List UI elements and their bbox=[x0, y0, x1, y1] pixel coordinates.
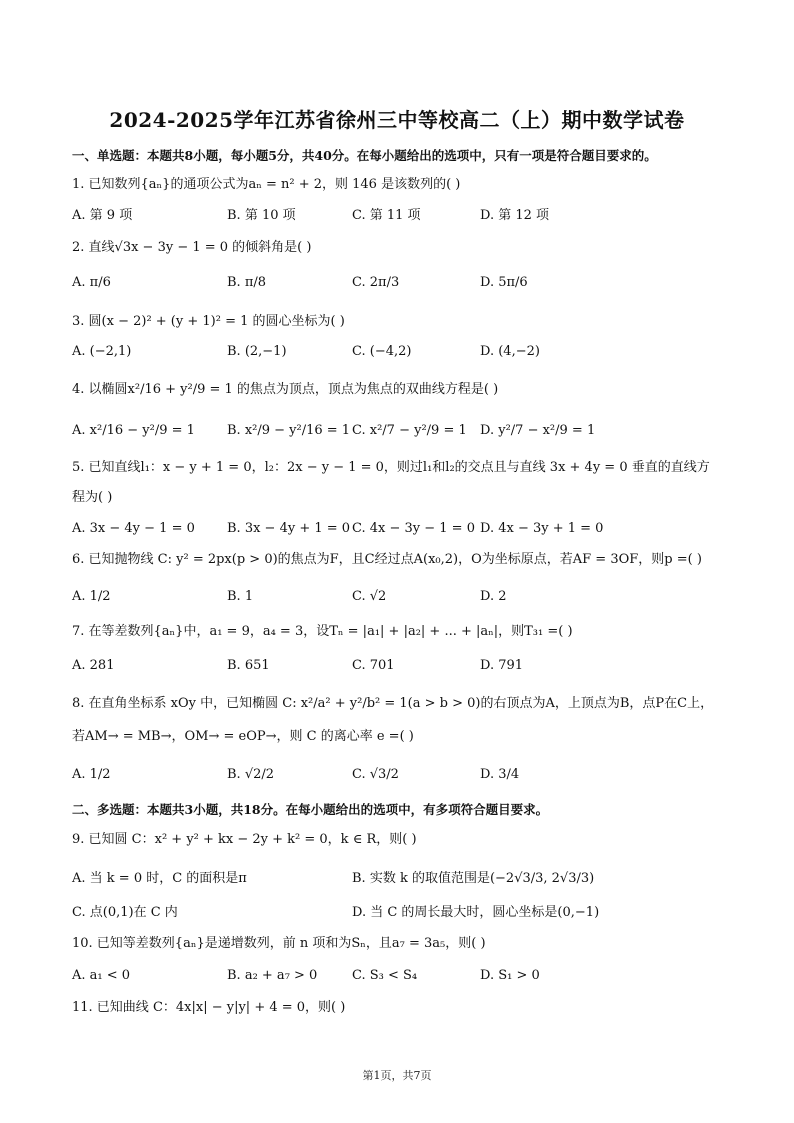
section-single-choice-heading: 一、单选题：本题共8小题，每小题5分，共40分。在每小题给出的选项中，只有一项是符合题目要求的。 bbox=[72, 148, 657, 163]
q6-option-c: C. √2 bbox=[352, 589, 387, 604]
q7-option-b: B. 651 bbox=[227, 658, 270, 673]
question-4-options bbox=[72, 420, 732, 444]
q4-option-b: B. x²/9 − y²/16 = 1 bbox=[227, 423, 351, 438]
q9-option-d: D. 当 C 的周长最大时，圆心坐标是(0,−1) bbox=[352, 905, 600, 920]
q6-option-a: A. 1/2 bbox=[72, 589, 111, 604]
question-9-options-row1 bbox=[72, 868, 732, 892]
q4-option-a: A. x²/16 − y²/9 = 1 bbox=[72, 423, 195, 438]
q3-option-b: B. (2,−1) bbox=[227, 344, 287, 359]
q1-option-d: D. 第 12 项 bbox=[480, 208, 550, 223]
question-3-stem: 3. 圆(x − 2)² + (y + 1)² = 1 的圆心坐标为( ) bbox=[72, 314, 345, 329]
q2-option-b: B. π/8 bbox=[227, 275, 267, 290]
question-5-stem: 5. 已知直线l₁：x − y + 1 = 0，l₂：2x − y − 1 = 0，则过l₁和l₂的交点且与直线 3x + 4y = 0 垂直的直线方 bbox=[72, 460, 710, 475]
question-5-stem-cont: 程为( ) bbox=[72, 490, 113, 505]
q8-option-a: A. 1/2 bbox=[72, 767, 111, 782]
q1-option-b: B. 第 10 项 bbox=[227, 208, 296, 223]
question-6-stem: 6. 已知抛物线 C: y² = 2px(p > 0)的焦点为F，且C经过点A(x₀,2)，O为坐标原点，若AF = 3OF，则p =( ) bbox=[72, 552, 702, 567]
question-1-options bbox=[72, 205, 732, 229]
q5-option-b: B. 3x − 4y + 1 = 0 bbox=[227, 521, 351, 536]
question-3-options bbox=[72, 341, 732, 365]
question-9-options-row2 bbox=[72, 902, 732, 926]
question-6-options bbox=[72, 586, 732, 610]
question-8-stem: 8. 在直角坐标系 xOy 中，已知椭圆 C: x²/a² + y²/b² = 1(a > b > 0)的右顶点为A，上顶点为B，点P在C上， bbox=[72, 696, 714, 711]
q4-option-d: D. y²/7 − x²/9 = 1 bbox=[480, 423, 596, 438]
question-4-stem: 4. 以椭圆x²/16 + y²/9 = 1 的焦点为顶点，顶点为焦点的双曲线方程是( ) bbox=[72, 382, 499, 397]
question-1-stem bbox=[72, 175, 460, 195]
q9-option-a: A. 当 k = 0 时，C 的面积是π bbox=[72, 871, 247, 886]
q2-option-a: A. π/6 bbox=[72, 275, 111, 290]
q3-option-a: A. (−2,1) bbox=[72, 344, 132, 359]
q8-option-c: C. √3/2 bbox=[352, 767, 399, 782]
q7-option-a: A. 281 bbox=[72, 658, 115, 673]
question-2-stem: 2. 直线√3x − 3y − 1 = 0 的倾斜角是( ) bbox=[72, 240, 312, 255]
page-footer: 第1页，共7页 bbox=[362, 1069, 432, 1082]
q5-option-c: C. 4x − 3y − 1 = 0 bbox=[352, 521, 475, 536]
question-7-stem: 7. 在等差数列{aₙ}中，a₁ = 9，a₄ = 3，设Tₙ = |a₁| + |a₂| + ... + |aₙ|，则T₃₁ =( ) bbox=[72, 624, 573, 639]
q10-option-b: B. a₂ + a₇ > 0 bbox=[227, 968, 318, 983]
question-7-options bbox=[72, 655, 732, 679]
q7-option-d: D. 791 bbox=[480, 658, 524, 673]
q8-option-d: D. 3/4 bbox=[480, 767, 520, 782]
question-5-options bbox=[72, 518, 732, 542]
exam-title: 2024-2025学年江苏省徐州三中等校高二（上）期中数学试卷 bbox=[109, 108, 685, 132]
q10-option-a: A. a₁ < 0 bbox=[72, 968, 131, 983]
q3-option-c: C. (−4,2) bbox=[352, 344, 412, 359]
q1-option-c: C. 第 11 项 bbox=[352, 208, 421, 223]
q9-option-b: B. 实数 k 的取值范围是(−2√3/3, 2√3/3) bbox=[352, 871, 595, 886]
question-9-stem: 9. 已知圆 C：x² + y² + kx − 2y + k² = 0，k ∈ R，则( ) bbox=[72, 832, 417, 847]
section-multiple-choice-heading: 二、多选题：本题共3小题，共18分。在每小题给出的选项中，有多项符合题目要求。 bbox=[72, 802, 549, 817]
question-11-stem: 11. 已知曲线 C：4x|x| − y|y| + 4 = 0，则( ) bbox=[72, 1000, 346, 1015]
q2-option-c: C. 2π/3 bbox=[352, 275, 400, 290]
question-10-stem: 10. 已知等差数列{aₙ}是递增数列，前 n 项和为Sₙ，且a₇ = 3a₅，则( ) bbox=[72, 936, 486, 951]
q6-option-d: D. 2 bbox=[480, 589, 507, 604]
q8-option-b: B. √2/2 bbox=[227, 767, 275, 782]
q7-option-c: C. 701 bbox=[352, 658, 395, 673]
q2-option-d: D. 5π/6 bbox=[480, 275, 528, 290]
question-1-text: 1. 已知数列{aₙ}的通项公式为aₙ = n² + 2，则 146 是该数列的( ) bbox=[72, 177, 461, 192]
q3-option-d: D. (4,−2) bbox=[480, 344, 540, 359]
question-8-stem-cont: 若AM→ = MB→，OM→ = eOP→，则 C 的离心率 e =( ) bbox=[72, 729, 414, 744]
q6-option-b: B. 1 bbox=[227, 589, 254, 604]
question-10-options bbox=[72, 965, 732, 989]
q5-option-a: A. 3x − 4y − 1 = 0 bbox=[72, 521, 195, 536]
q10-option-d: D. S₁ > 0 bbox=[480, 968, 540, 983]
q9-option-c: C. 点(0,1)在 C 内 bbox=[72, 905, 178, 920]
question-2-options bbox=[72, 272, 732, 296]
q4-option-c: C. x²/7 − y²/9 = 1 bbox=[352, 423, 467, 438]
question-8-options bbox=[72, 764, 732, 788]
q10-option-c: C. S₃ < S₄ bbox=[352, 968, 418, 983]
q1-option-a: A. 第 9 项 bbox=[72, 208, 133, 223]
q5-option-d: D. 4x − 3y + 1 = 0 bbox=[480, 521, 604, 536]
